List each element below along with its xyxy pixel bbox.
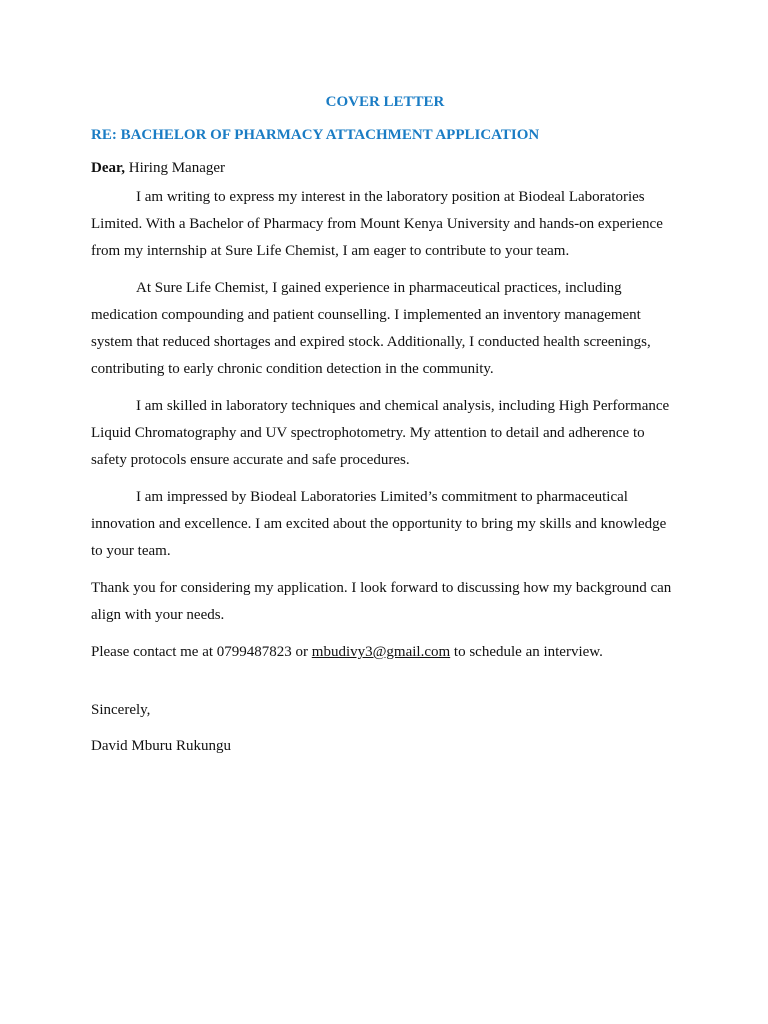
paragraph-thanks: Thank you for considering my application. I look forward to discussing how my background can align with your needs. <box>91 580 672 623</box>
contact-line <box>91 639 679 666</box>
letter-subject: RE: BACHELOR OF PHARMACY ATTACHMENT APPLICATION <box>91 127 540 143</box>
paragraph-intro: I am writing to express my interest in the laboratory position at Biodeal Laboratories Limited. With a Bachelor of Pharmacy from Mount Kenya University and hands-on experience from my internship at Sure Life Chemist, I am eager to contribute to your team. <box>91 189 663 259</box>
closing: Sincerely, <box>91 702 151 718</box>
contact-prefix: Please contact me at 0799487823 or <box>91 644 312 660</box>
contact-suffix: to schedule an interview. <box>450 644 603 660</box>
email-link[interactable]: mbudivy3@gmail.com <box>311 644 451 660</box>
signature: David Mburu Rukungu <box>91 738 231 754</box>
paragraph-skills: I am skilled in laboratory techniques and chemical analysis, including High Performance Liquid Chromatography and UV spectrophotometry. My attention to detail and adherence to safety protocols ensure accurate and safe procedures. <box>91 398 670 468</box>
letter-body <box>91 92 679 756</box>
salutation <box>91 158 679 178</box>
paragraph-experience: At Sure Life Chemist, I gained experience in pharmaceutical practices, including medication compounding and patient counselling. I implemented an inventory management system that reduced shortages and expired stock. Additionally, I conducted health screenings, contributing to early chronic condition detection in the community. <box>91 280 651 377</box>
salutation-recipient: Hiring Manager <box>125 160 225 176</box>
paragraph-motivation: I am impressed by Biodeal Laboratories Limited’s commitment to pharmaceutical innovation and excellence. I am excited about the opportunity to bring my skills and knowledge to your team. <box>91 489 667 559</box>
salutation-dear: Dear, <box>91 160 126 176</box>
letter-title: COVER LETTER <box>325 94 445 110</box>
